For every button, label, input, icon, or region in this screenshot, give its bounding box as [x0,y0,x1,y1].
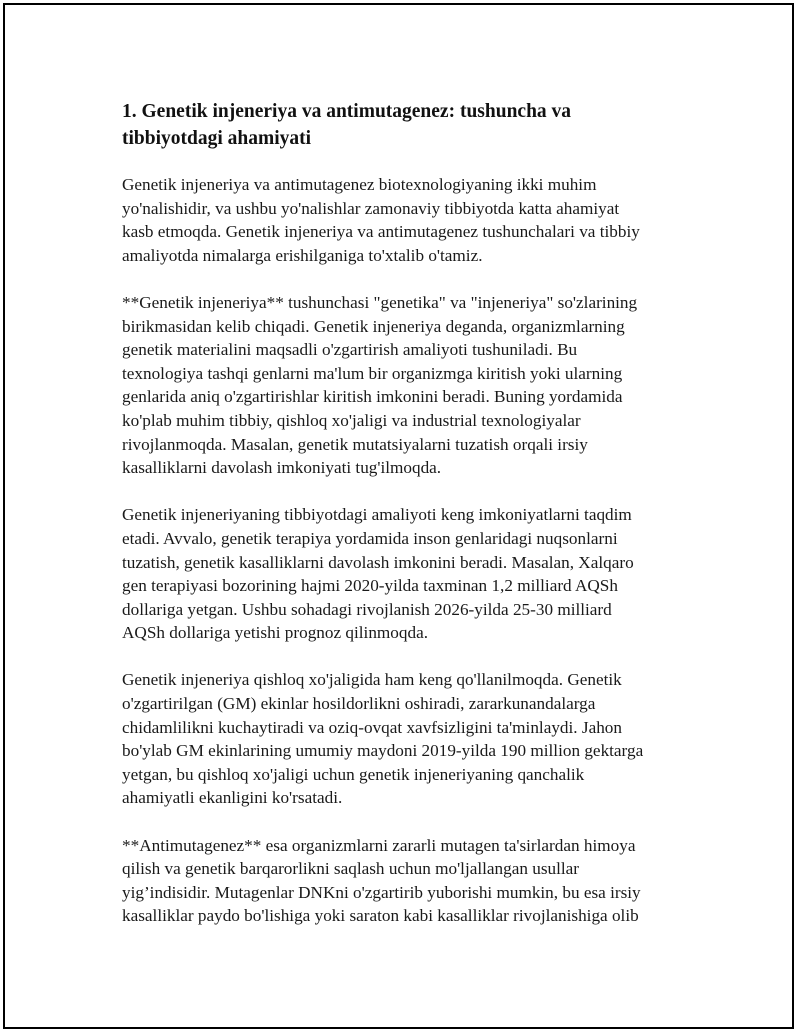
paragraph-antimutagenesis: **Antimutagenez** esa organizmlarni zararli mutagen ta'sirlardan himoya qilish va genetik barqarorlikni saqlash uchun mo'ljallangan usullar yig’indisidir. Mutagenlar DNKni o'zgartirib yuborishi mumkin, bu esa irsiy kasalliklar paydo bo'lishiga yoki saraton kabi kasalliklar rivojlanishiga olib [122,835,641,926]
paragraph-genetic-engineering-definition: **Genetik injeneriya** tushunchasi "genetika" va "injeneriya" so'zlarining birikmasidan kelib chiqadi. Genetik injeneriya deganda, organizmlarning genetik materialini maqsadli o'zgartirish amaliyoti tushuniladi. Bu texnologiya tashqi genlarni ma'lum bir organizmga kiritish yoki ularning genlarida aniq o'zgartirishlar kiritish imkonini beradi. Buning yordamida ko'plab muhim tibbiy, qishloq xo'jaligi va industrial texnologiyalar rivojlanmoqda. Masalan, genetik mutatsiyalarni tuzatish orqali irsiy kasalliklarni davolash imkoniyati tug'ilmoqda. [122,292,638,478]
section-heading: 1. Genetik injeneriya va antimutagenez: tushuncha va tibbiyotdagi ahamiyati [122,101,572,149]
paragraph-medical-applications: Genetik injeneriyaning tibbiyotdagi amaliyoti keng imkoniyatlarni taqdim etadi. Avvalo, genetik terapiya yordamida inson genlaridagi nuqsonlarni tuzatish, genetik kasalliklarni davolash imkonini beradi. Masalan, Xalqaro gen terapiyasi bozorining hajmi 2020-yilda taxminan 1,2 milliard AQSh dollariga yetgan. Ushbu sohadagi rivojlanish 2026-yilda 25-30 milliard AQSh dollariga yetishi prognoz qilinmoqda. [122,505,634,643]
paragraph-intro: Genetik injeneriya va antimutagenez biotexnologiyaning ikki muhim yo'nalishidir, va ushbu yo'nalishlar zamonaviy tibbiyotda katta ahamiyat kasb etmoqda. Genetik injeneriya va antimutagenez tushunchalari va tibbiy amaliyotda nimalarga erishilganiga to'xtalib o'tamiz. [122,175,640,265]
document-body [122,98,697,952]
paragraph-agriculture: Genetik injeneriya qishloq xo'jaligida ham keng qo'llanilmoqda. Genetik o'zgartirilgan (GM) ekinlar hosildorlikni oshiradi, zararkunandalarga chidamlilikni kuchaytiradi va oziq-ovqat xavfsizligini ta'minlaydi. Jahon bo'ylab GM ekinlarining umumiy maydoni 2019-yilda 190 million gektarga yetgan, bu qishloq xo'jaligi uchun genetik injeneriyaning qanchalik ahamiyatli ekanligini ko'rsatadi. [122,670,644,808]
document-page [3,3,794,1029]
